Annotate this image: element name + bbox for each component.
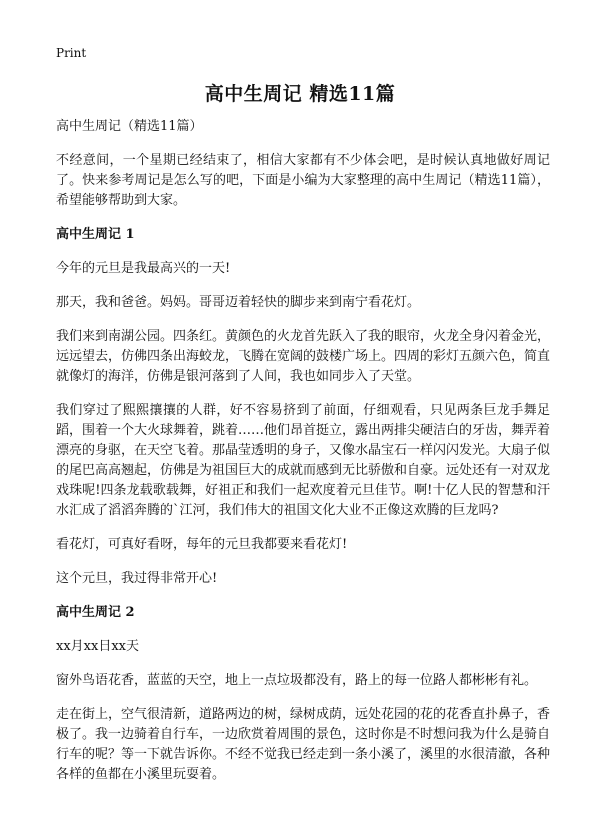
paragraph: xx月xx日xx天 (56, 639, 139, 654)
paragraph: 我们来到南湖公园。四条红。黄颜色的火龙首先跃入了我的眼帘，火龙全身闪着金光，远远望去，仿佛四条出海蛟龙，飞腾在宽阔的鼓楼广场上。四周的彩灯五颜六色，简直就像灯的海洋，仿佛是银河落到了人间，我也如同步入了天堂。 (56, 329, 551, 384)
paragraph: 那天，我和爸爸。妈妈。哥哥迈着轻快的脚步来到南宁看花灯。 (56, 295, 421, 310)
paragraph: 我们穿过了熙熙攘攘的人群，好不容易挤到了前面，仔细观看，只见两条巨龙手舞足蹈，围着一个大火球舞着，跳着……他们昂首挺立，露出两排尖硬洁白的牙齿，舞弄着漂亮的身驱，在天空飞着。那晶莹透明的身子，又像水晶宝石一样闪闪发光。大扇子似的尾巴高高翘起，仿佛是为祖国巨大的成就而感到无比骄傲和自豪。远处还有一对双龙戏珠呢!四条龙载歌载舞，好祖正和我们一起欢度着元旦佳节。啊!十亿人民的智慧和汗水汇成了滔滔奔腾的`江河，我们伟大的祖国文化大业不正像这欢腾的巨龙吗? (56, 403, 551, 518)
paragraph: 窗外鸟语花香，蓝蓝的天空，地上一点垃圾都没有，路上的每一位路人都彬彬有礼。 (56, 673, 538, 688)
section-1 (56, 225, 550, 589)
paragraph: 走在街上，空气很清新，道路两边的树，绿树成荫，远处花园的花的花香直扑鼻子，香极了。我一边骑着自行车，一边欣赏着周围的景色，这时你是不时想问我为什么是骑自行车的呢？等一下就告诉你。不经不觉我已经走到一条小溪了，溪里的水很清澈，各种各样的鱼都在小溪里玩耍着。 (56, 707, 551, 782)
section-2 (56, 603, 550, 785)
page-title: 高中生周记 精选11篇 (204, 83, 396, 105)
section-heading: 高中生周记 1 (56, 227, 135, 242)
document-subtitle: 高中生周记（精选11篇） (56, 119, 203, 134)
document-body (56, 117, 550, 799)
intro-paragraph: 不经意间，一个星期已经结束了，相信大家都有不少体会吧，是时候认真地做好周记了。快来参考周记是怎么写的吧，下面是小编为大家整理的高中生周记（精选11篇），希望能够帮助到大家。 (56, 153, 550, 208)
paragraph: 这个元旦，我过得非常开心! (56, 571, 218, 586)
section-heading: 高中生周记 2 (56, 605, 135, 620)
paragraph: 看花灯，可真好看呀，每年的元旦我都要来看花灯! (56, 537, 348, 552)
print-link[interactable]: Print (56, 46, 87, 60)
paragraph: 今年的元旦是我最高兴的一天! (56, 261, 231, 276)
